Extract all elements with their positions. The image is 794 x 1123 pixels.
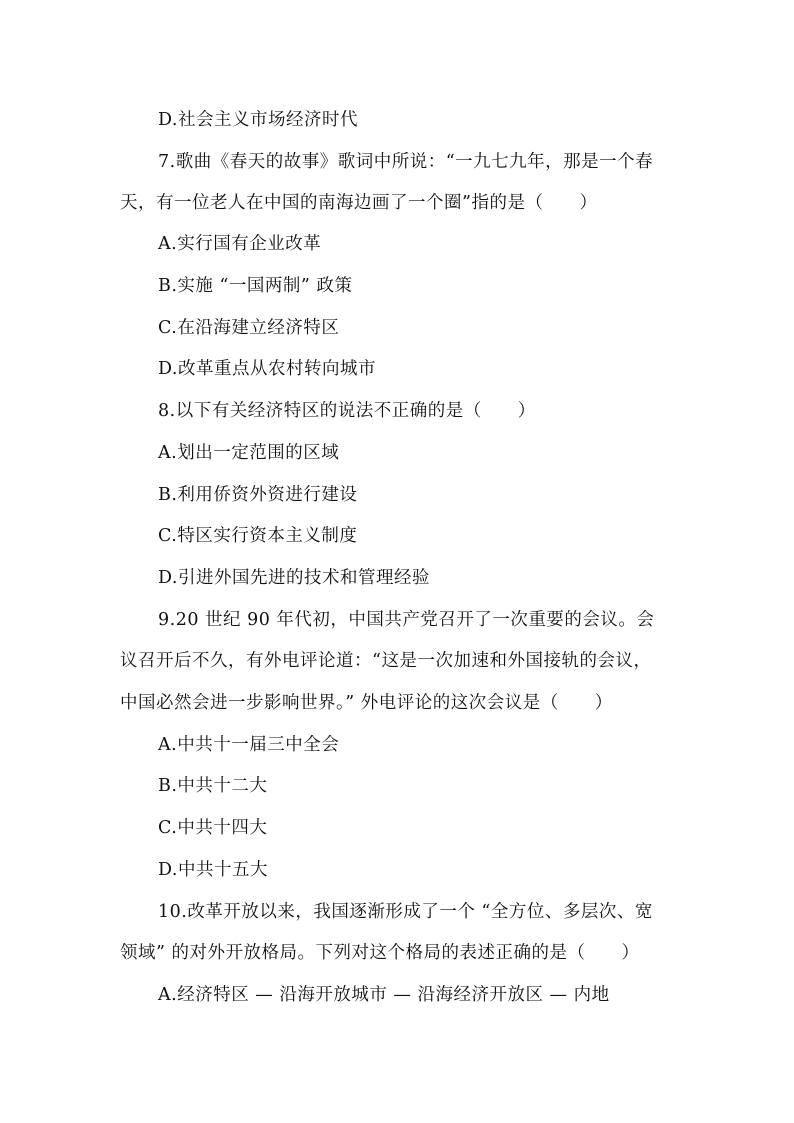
q9-stem-line-3: 中国必然会进一步影响世界。” 外电评论的这次会议是（ ） (120, 693, 613, 713)
q8-option-a: A.划出一定范围的区域 (158, 443, 340, 463)
q6-option-d: D.社会主义市场经济时代 (158, 110, 358, 130)
q8-option-b: B.利用侨资外资进行建设 (158, 485, 358, 505)
q7-option-a: A.实行国有企业改革 (158, 234, 322, 254)
q8-option-d: D.引进外国先进的技术和管理经验 (158, 568, 430, 588)
q8-stem: 8.以下有关经济特区的说法不正确的是（ ） (158, 401, 536, 421)
q10-option-a: A.经济特区 — 沿海开放城市 — 沿海经济开放区 — 内地 (158, 985, 610, 1005)
q9-option-b: B.中共十二大 (158, 776, 268, 796)
q7-stem-line-1: 7.歌曲《春天的故事》歌词中所说：“一九七九年，那是一个春 (158, 152, 654, 172)
q8-option-c: C.特区实行资本主义制度 (158, 526, 358, 546)
q7-option-b: B.实施 “一国两制” 政策 (158, 276, 353, 296)
q9-stem-line-2: 议召开后不久，有外电评论道：“这是一次加速和外国接轨的会议， (120, 651, 652, 671)
q7-option-c: C.在沿海建立经济特区 (158, 318, 340, 338)
q10-stem-line-2: 领域” 的对外开放格局。下列对这个格局的表述正确的是（ ） (120, 943, 640, 963)
q9-stem-line-1: 9.20 世纪 90 年代初，中国共产党召开了一次重要的会议。会 (158, 610, 655, 630)
q7-option-d: D.改革重点从农村转向城市 (158, 359, 376, 379)
q9-option-a: A.中共十一届三中全会 (158, 735, 340, 755)
q7-stem-line-2: 天，有一位老人在中国的南海边画了一个圈”指的是（ ） (120, 193, 598, 213)
q9-option-d: D.中共十五大 (158, 860, 268, 880)
q9-option-c: C.中共十四大 (158, 818, 268, 838)
q10-stem-line-1: 10.改革开放以来，我国逐渐形成了一个 “全方位、多层次、宽 (158, 902, 653, 922)
